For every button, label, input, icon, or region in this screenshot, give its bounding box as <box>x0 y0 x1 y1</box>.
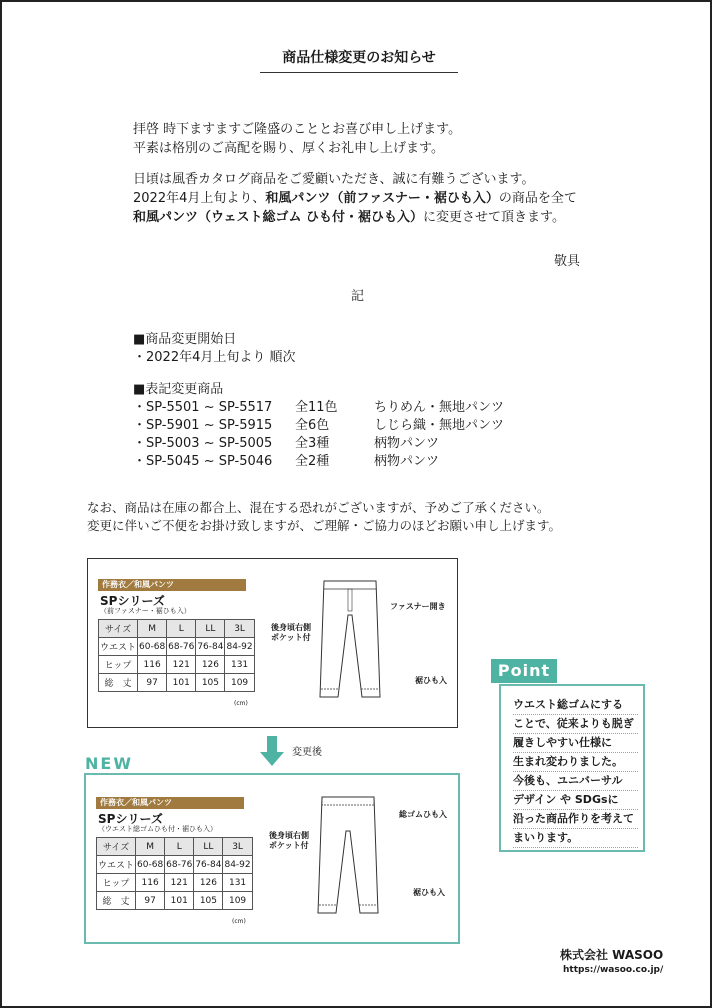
size-cell: 121 <box>165 874 194 892</box>
old-category-bar: 作務衣／和風パンツ <box>98 579 246 591</box>
old-series-subtitle: （前ファスナー・裾ひも入） <box>100 607 191 615</box>
size-header: LL <box>194 838 223 856</box>
point-line: デザイン や SDGsに <box>513 791 638 810</box>
size-cell: 109 <box>225 674 254 692</box>
new-pants-illustration <box>308 791 388 921</box>
size-row-label: 総 丈 <box>97 892 136 910</box>
size-header: 3L <box>225 620 254 638</box>
old-pants-illustration <box>310 575 390 705</box>
product-code: ・SP-5003 ~ SP-5005 <box>133 436 273 451</box>
old-series-title: SPシリーズ <box>100 594 165 608</box>
section-products-heading: ■表記変更商品 <box>133 382 224 397</box>
point-line: 生まれ変わりました。 <box>513 753 638 772</box>
old-size-table <box>98 619 255 692</box>
size-cell: 84-92 <box>225 638 254 656</box>
body-line-3-suffix: に変更させて頂きます。 <box>423 210 565 225</box>
size-header: サイズ <box>97 838 136 856</box>
product-desc: 柄物パンツ <box>374 454 440 469</box>
size-header: 3L <box>223 838 252 856</box>
size-header: M <box>136 838 165 856</box>
body-line-2-suffix: の商品を全て <box>498 191 577 206</box>
product-count: 全6色 <box>295 418 330 433</box>
old-product-figure <box>87 558 458 728</box>
size-cell: 131 <box>225 656 254 674</box>
size-cell: 76-84 <box>196 638 225 656</box>
size-row-label: 総 丈 <box>99 674 138 692</box>
company-name: 株式会社 WASOO <box>560 948 664 962</box>
size-cell: 60-68 <box>138 638 167 656</box>
size-cell: 121 <box>167 656 196 674</box>
size-cell: 105 <box>194 892 223 910</box>
company-url[interactable]: https://wasoo.co.jp/ <box>563 965 664 975</box>
size-cell: 126 <box>194 874 223 892</box>
body-line-2-prefix: 2022年4月上旬より、 <box>133 191 266 206</box>
body-line-2 <box>133 189 577 208</box>
size-cell: 97 <box>138 674 167 692</box>
point-line: まいります。 <box>513 829 638 848</box>
old-product-name: 和風パンツ（前ファスナー・裾ひも入） <box>265 191 499 206</box>
section-start-date-item: ・2022年4月上旬より 順次 <box>133 350 296 365</box>
product-row <box>133 398 272 417</box>
size-cell: 60-68 <box>136 856 165 874</box>
product-desc: しじら織・無地パンツ <box>374 418 505 433</box>
product-count: 全3種 <box>295 436 330 451</box>
product-desc: 柄物パンツ <box>374 436 440 451</box>
product-code: ・SP-5045 ~ SP-5046 <box>133 454 273 469</box>
point-box <box>499 684 645 852</box>
size-cell: 76-84 <box>194 856 223 874</box>
size-row-label: ヒップ <box>97 874 136 892</box>
size-row-label: ウエスト <box>97 856 136 874</box>
pocket-label: 後身頃右側 ポケット付 <box>269 831 309 850</box>
size-row-label: ヒップ <box>99 656 138 674</box>
greeting-line-1: 拝啓 時下ますますご隆盛のこととお喜び申し上げます。 <box>133 122 462 137</box>
size-header: L <box>167 620 196 638</box>
product-code: ・SP-5501 ~ SP-5517 <box>133 400 273 415</box>
size-cell: 101 <box>167 674 196 692</box>
size-header: サイズ <box>99 620 138 638</box>
zipper-label: ファスナー開き <box>390 602 446 611</box>
hem-string-label: 裾ひも入 <box>413 888 445 897</box>
size-header: L <box>165 838 194 856</box>
closing-keigu: 敬具 <box>554 254 581 269</box>
size-cell: 101 <box>165 892 194 910</box>
size-cell: 97 <box>136 892 165 910</box>
size-cell: 116 <box>136 874 165 892</box>
new-series-subtitle: （ウエスト総ゴムひも付・裾ひも入） <box>98 825 217 833</box>
point-line: 履きしやすい仕様に <box>513 734 638 753</box>
size-cell: 105 <box>196 674 225 692</box>
body-line-3 <box>133 208 565 227</box>
point-line: 沿った商品作りを考えて <box>513 810 638 829</box>
point-line: 今後も、ユニバーサル <box>513 772 638 791</box>
new-size-table <box>96 837 253 910</box>
new-product-figure <box>84 773 460 944</box>
unit-label: (cm) <box>232 918 246 925</box>
size-row-label: ウエスト <box>99 638 138 656</box>
section-start-date-heading: ■商品変更開始日 <box>133 332 237 347</box>
point-line: ウエスト総ゴムにする <box>513 696 638 715</box>
size-header: M <box>138 620 167 638</box>
new-label: NEW <box>85 754 133 773</box>
product-count: 全11色 <box>295 400 338 415</box>
greeting-line-2: 平素は格別のご高配を賜り、厚くお礼申し上げます。 <box>133 141 444 156</box>
unit-label: (cm) <box>234 700 248 707</box>
notice-line-1: なお、商品は在庫の都合上、混在する恐れがございますが、予めご了承ください。 <box>87 500 550 515</box>
size-cell: 116 <box>138 656 167 674</box>
point-tag: Point <box>491 659 557 683</box>
new-series-title: SPシリーズ <box>98 812 163 826</box>
down-arrow-icon <box>260 736 284 768</box>
notice-line-2: 変更に伴いご不便をお掛け致しますが、ご理解・ご協力のほどお願い申し上げます。 <box>87 518 562 533</box>
point-line: ことで、従来よりも脱ぎ <box>513 715 638 734</box>
product-desc: ちりめん・無地パンツ <box>374 400 505 415</box>
size-cell: 109 <box>223 892 252 910</box>
size-cell: 84-92 <box>223 856 252 874</box>
point-text <box>513 696 638 848</box>
waist-elastic-label: 総ゴムひも入 <box>399 810 447 819</box>
size-cell: 68-76 <box>165 856 194 874</box>
product-code: ・SP-5901 ~ SP-5915 <box>133 418 273 433</box>
size-cell: 68-76 <box>167 638 196 656</box>
change-label: 変更後 <box>292 747 322 758</box>
ki-mark: 記 <box>351 289 365 304</box>
new-category-bar: 作務衣／和風パンツ <box>96 797 244 809</box>
pocket-label: 後身頃右側 ポケット付 <box>271 623 311 642</box>
new-product-name: 和風パンツ（ウェスト総ゴム ひも付・裾ひも入） <box>133 210 424 225</box>
body-line-1: 日頃は風香カタログ商品をご愛顧いただき、誠に有難うございます。 <box>133 172 535 187</box>
size-header: LL <box>196 620 225 638</box>
size-cell: 126 <box>196 656 225 674</box>
page-title: 商品仕様変更のお知らせ <box>260 47 458 73</box>
hem-string-label: 裾ひも入 <box>415 676 447 685</box>
size-cell: 131 <box>223 874 252 892</box>
product-count: 全2種 <box>295 454 330 469</box>
